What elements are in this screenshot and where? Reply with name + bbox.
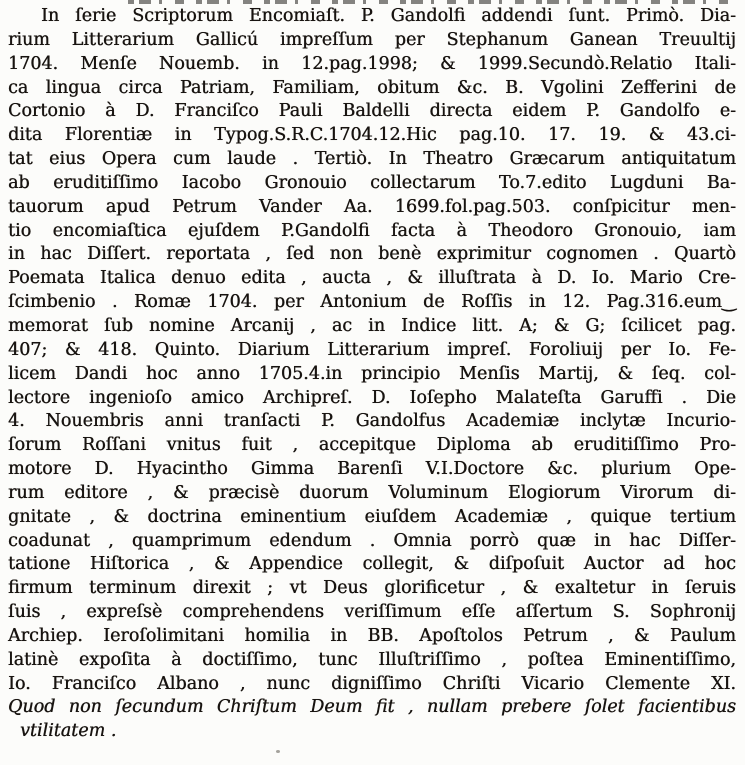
text-line: ſorum Roſſani vnitus fuit , accepitque Diploma ab eruditiſſimo Pro-	[8, 435, 736, 456]
text-line: 1704. Menſe Nouemb. in 12.pag.1998; & 1999.Secundò.Relatio Itali-	[8, 53, 736, 74]
text-line: tatione Hiſtorica , & Appendice collegit, & diſpoſuit Auctor ad hoc	[8, 554, 736, 575]
text-line: Quod non ſecundum Chriſtum Deum fit , nullam prebere ſolet facientibus	[8, 697, 736, 718]
text-line: 4. Nouembris anni tranſacti P. Gandolfus Academiæ inclytæ Incurio-	[8, 411, 736, 432]
text-line: ſcimbenio . Romæ 1704. per Antonium de Roſſis in 12. Pag.316.eum‿	[8, 292, 736, 313]
text-line: motore D. Hyacintho Gimma Barenſi V.I.Doctore &c. plurium Ope-	[8, 459, 736, 480]
text-line: Poemata Italica denuo edita , aucta , & illuſtrata à D. Io. Mario Cre-	[8, 268, 736, 289]
text-line: tio encomiaſtica ejuſdem P.Gandolfi facta à Theodoro Gronouio, iam	[8, 220, 736, 241]
text-line: vtilitatem .	[20, 721, 117, 742]
text-line: in hac Diſſert. reportata , ſed non benè exprimitur cognomen . Quartò	[8, 244, 736, 265]
text-line: dita Florentiæ in Typog.S.R.C.1704.12.Hic pag.10. 17. 19. & 43.ci-	[8, 125, 736, 146]
text-line: 407; & 418. Quinto. Diarium Litterarium impreſ. Foroliuij per Io. Fe-	[8, 339, 736, 360]
text-line: memorat ſub nomine Arcanij , ac in Indice litt. A; & G; ſcilicet pag.	[8, 315, 736, 336]
text-line: tat eius Opera cum laude . Tertiò. In Theatro Græcarum antiquitatum	[8, 149, 736, 170]
text-line: lectore ingenioſo amico Archipreſ. D. Ioſepho Malateſta Garuffi . Die	[8, 387, 736, 408]
text-line: gnitate , & doctrina eminentium eiuſdem Academiæ , quique tertium	[8, 506, 736, 527]
text-line: firmum terminum direxit ; vt Deus glorificetur , & exaltetur in ſeruis	[8, 578, 736, 599]
text-line: ca lingua circa Patriam, Familiam, obitum &c. B. Vgolini Zefferini de	[8, 77, 736, 98]
text-line: Cortonio à D. Franciſco Pauli Baldelli directa eidem P. Gandolfo e-	[8, 101, 736, 122]
cropped-previous-line	[128, 0, 734, 4]
text-line: coadunat , quamprimum edendum . Omnia porrò quæ in hac Diſſer-	[8, 530, 736, 551]
text-line: licem Dandi hoc anno 1705.4.in principio Menſis Martij, & ſeq. col-	[8, 363, 736, 384]
text-line: ſuis , expreſsè comprehendens veriſſimum eſſe aſſertum S. Sophronij	[8, 602, 736, 623]
text-line: Archiep. Ieroſolimitani homilia in BB. Apoſtolos Petrum , & Paulum	[8, 625, 736, 646]
text-line: rum editore , & præcisè duorum Voluminum Elogiorum Virorum di-	[8, 482, 736, 503]
text-line: rium Litterarium Gallicú impreſſum per Stephanum Ganean Treuultij	[8, 29, 736, 50]
text-line: Io. Franciſco Albano , nunc digniſſimo Chriſti Vicario Clemente XI.	[8, 673, 736, 694]
scan-speck	[276, 750, 280, 753]
text-line: latinè expoſita à doctiſſimo, tunc Illuſtriſſimo , poſtea Eminentiſſimo,	[8, 649, 736, 670]
paragraph-text-block	[8, 5, 736, 744]
text-line: ab eruditiſſimo Iacobo Gronouio collectarum To.7.edito Lugduni Ba-	[8, 172, 736, 193]
text-line: tauorum apud Petrum Vander Aa. 1699.fol.pag.503. conſpicitur men-	[8, 196, 736, 217]
text-line: In ſerie Scriptorum Encomiaſt. P. Gandolfi addendi ſunt. Primò. Dia-	[41, 6, 736, 26]
